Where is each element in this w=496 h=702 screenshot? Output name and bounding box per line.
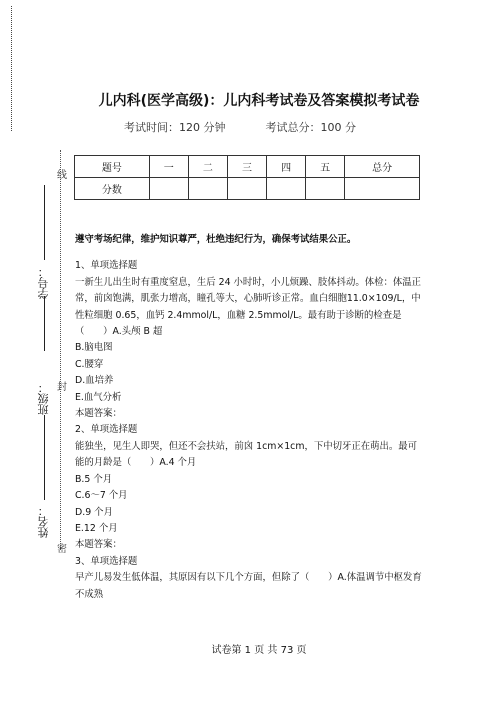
student-id-line-lower[interactable]	[44, 296, 45, 351]
question-option: E.12 个月	[75, 522, 118, 534]
score-cell[interactable]	[149, 178, 188, 200]
score-cell[interactable]	[188, 178, 227, 200]
question-option: D.9 个月	[75, 506, 113, 518]
score-cell[interactable]	[345, 178, 420, 200]
question-option: B.脑电图	[75, 342, 113, 354]
seal-char-xian: 线	[57, 170, 67, 181]
table-header-cell: 一	[149, 156, 188, 178]
name-line[interactable]	[44, 460, 45, 500]
exam-total: 考试总分：100 分	[265, 121, 356, 134]
page-footer: 试卷第 1 页 共 73 页	[211, 645, 307, 656]
dotted-cut-line	[11, 6, 12, 131]
seal-char-mi: 密	[57, 544, 67, 555]
question-stem: 能独坐，见生人即哭，但还不会扶站，前囟 1cm×1cm，下中切牙正在萌出。最可能的月龄是（ ）A.4 个月	[75, 440, 417, 469]
score-table-header-row	[75, 156, 420, 178]
question-type: 1、单项选择题	[75, 260, 138, 272]
score-table	[74, 155, 420, 200]
student-id-line[interactable]	[44, 185, 45, 260]
table-header-cell: 三	[227, 156, 266, 178]
question-stem: 一新生儿出生时有重度窒息，生后 24 小时时，小儿烦躁、肢体抖动。体检：体温正常，前囟饱满，肌张力增高，瞳孔等大，心肺听诊正常。血白细胞11.0×109/L，中性粒细胞 0.65，血钙 2.4mmol/L，血糖 2.5mmol/L。最有助于诊断的检查是（ ）A.头颅 B 超	[75, 276, 422, 338]
name-label: 姓名：	[37, 505, 50, 538]
question-option: B.5 个月	[75, 473, 113, 485]
table-header-cell: 四	[267, 156, 306, 178]
question-option: D.血培养	[75, 375, 114, 387]
exam-info	[124, 119, 356, 135]
score-row-label: 分数	[75, 178, 150, 200]
question-option: C.6～7 个月	[75, 490, 128, 502]
seal-char-feng: 封	[57, 382, 67, 393]
score-cell[interactable]	[267, 178, 306, 200]
exam-content	[75, 232, 425, 603]
score-cell[interactable]	[306, 178, 345, 200]
answer-label: 本题答案：	[75, 539, 122, 551]
table-header-cell: 二	[188, 156, 227, 178]
exam-title: 儿内科(医学高级)：儿内科考试卷及答案模拟考试卷	[98, 93, 420, 109]
exam-time: 考试时间：120 分钟	[124, 121, 226, 134]
score-cell[interactable]	[227, 178, 266, 200]
score-table-score-row	[75, 178, 420, 200]
question-option: C.腰穿	[75, 358, 104, 370]
seal-line	[60, 150, 61, 550]
question-type: 3、单项选择题	[75, 555, 138, 567]
answer-label: 本题答案：	[75, 408, 122, 420]
question-stem: 早产儿易发生低体温，其原因有以下几个方面，但除了（ ）A.体温调节中枢发育不成熟	[75, 572, 422, 600]
table-header-cell: 总分	[345, 156, 420, 178]
table-header-cell: 五	[306, 156, 345, 178]
student-id-label: 学号：	[37, 266, 50, 299]
class-label: 班级：	[37, 382, 50, 415]
exam-notice: 遵守考场纪律，维护知识尊严，杜绝违纪行为，确保考试结果公正。	[75, 234, 357, 245]
table-header-cell: 题号	[75, 156, 150, 178]
question-type: 2、单项选择题	[75, 424, 138, 436]
question-option: E.血气分析	[75, 391, 122, 403]
